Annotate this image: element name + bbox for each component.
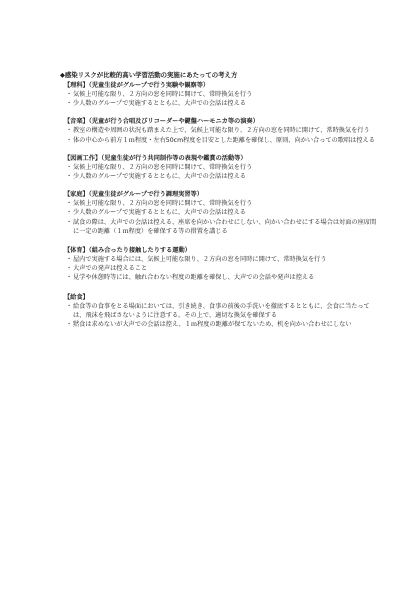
list-item-text: 少人数のグループで実施するとともに、大声での会話は控える	[73, 173, 246, 181]
section-heading: 【体育】（組み合ったり接触したりする運動）	[64, 247, 191, 255]
bullet-mark: ・	[66, 173, 73, 181]
bullet-list	[60, 163, 380, 181]
list-item	[66, 255, 380, 264]
list-item-text: 試食の際は、大声での会話は控える、座席を向かい合わせにしない、向かい合わせにする場合は対面の座席間に一定の距離（１ｍ程度）を確保する等の措置を講じる	[73, 218, 377, 235]
list-item-text: 気候上可能な限り、２方向の窓を同時に開けて、常時換気を行う	[73, 200, 253, 208]
list-item-text: 気候上可能な限り、２方向の窓を同時に開けて、常時換気を行う	[73, 163, 253, 171]
section-physical-education	[60, 246, 380, 283]
section-heading: 【給食】	[64, 293, 89, 301]
list-item	[66, 218, 380, 236]
bullet-mark: ・	[66, 136, 73, 144]
bullet-mark: ・	[66, 302, 73, 310]
list-item-text: 少人数のグループで実施するとともに、大声での会話は控える	[73, 100, 246, 108]
section-spacer	[60, 145, 380, 154]
section-school-lunch	[60, 293, 380, 330]
section-heading: 【家庭】（児童生徒がグループで行う調理実習等）	[64, 191, 203, 199]
section-spacer	[60, 283, 380, 293]
list-item	[66, 302, 380, 320]
bullet-list	[60, 255, 380, 283]
bullet-mark: ・	[66, 218, 73, 226]
section-music	[60, 117, 380, 144]
section-spacer	[60, 236, 380, 246]
list-item	[66, 264, 380, 273]
list-item	[66, 199, 380, 208]
bullet-mark: ・	[66, 127, 73, 135]
list-item	[66, 273, 380, 282]
section-heading: 【理科】（児童生徒がグループで行う実験や観察等）	[64, 82, 210, 89]
bullet-mark: ・	[66, 265, 73, 273]
list-item-text: 見学や休憩時等には、触れ合わない程度の距離を確保し、大声での会話や発声は控える	[73, 274, 315, 282]
bullet-mark: ・	[66, 91, 73, 98]
bullet-mark: ・	[66, 256, 73, 264]
bullet-list	[60, 302, 380, 330]
bullet-mark: ・	[66, 209, 73, 217]
list-item	[66, 126, 380, 135]
section-heading: 【音楽】（児童が行う合唱及びリコーダーや鍵盤ハーモニカ等の演奏）	[64, 118, 259, 126]
list-item-text: 教室の構造や周囲の状況も踏まえた上で、気候上可能な限り、２方向の窓を同時に開けて、常時換気を行う	[73, 127, 370, 135]
list-item-text: 体の中心から前方１ｍ程度・左右50cm程度を目安とした距離を確保し、原則、向かい合っての歌唱は控える	[73, 136, 375, 144]
bullet-mark: ・	[66, 100, 73, 108]
bullet-mark: ・	[66, 321, 73, 329]
document-title: ◆感染リスクが比較的高い学習活動の実施にあたっての考え方	[60, 71, 238, 79]
bullet-mark: ・	[66, 274, 73, 282]
bullet-list	[60, 90, 380, 108]
section-arts-and-crafts	[60, 154, 380, 181]
list-item-text: 黙食は求めないが大声での会話は控え、１ｍ程度の距離が保てないため、机を向かい合わせにしない	[73, 321, 352, 329]
document-body	[60, 71, 380, 329]
list-item	[66, 136, 380, 145]
bullet-list	[60, 126, 380, 144]
bullet-mark: ・	[66, 200, 73, 208]
bullet-mark: ・	[66, 163, 73, 171]
list-item	[66, 172, 380, 181]
list-item	[66, 99, 380, 108]
list-item-text: 気候上可能な限り、２方向の窓を同時に開けて、常時換気を行う	[73, 91, 253, 98]
list-item	[66, 163, 380, 172]
list-item-text: 大声での発声は控えること	[73, 265, 148, 273]
list-item-text: 少人数のグループで実施するとともに、大声での会話は控える	[73, 209, 246, 217]
section-home-economics	[60, 190, 380, 236]
section-spacer	[60, 181, 380, 190]
list-item	[66, 90, 380, 99]
section-science	[60, 81, 380, 108]
section-heading: 【図画工作】（児童生徒が行う共同制作等の表現や鑑賞の活動等）	[64, 154, 247, 162]
list-item	[66, 208, 380, 217]
bullet-list	[60, 199, 380, 236]
list-item-text: 給食等の食事をとる場面においては、引き続き、食事の前後の手洗いを徹底するとともに、会食に当たっては、飛沫を飛ばさないように注意する。その上で、適切な換気を確保する	[73, 302, 370, 319]
section-spacer	[60, 108, 380, 117]
list-item	[66, 320, 380, 329]
list-item-text: 屋内で実施する場合には、気候上可能な限り、２方向の窓を同時に開けて、常時換気を行う	[73, 256, 327, 264]
